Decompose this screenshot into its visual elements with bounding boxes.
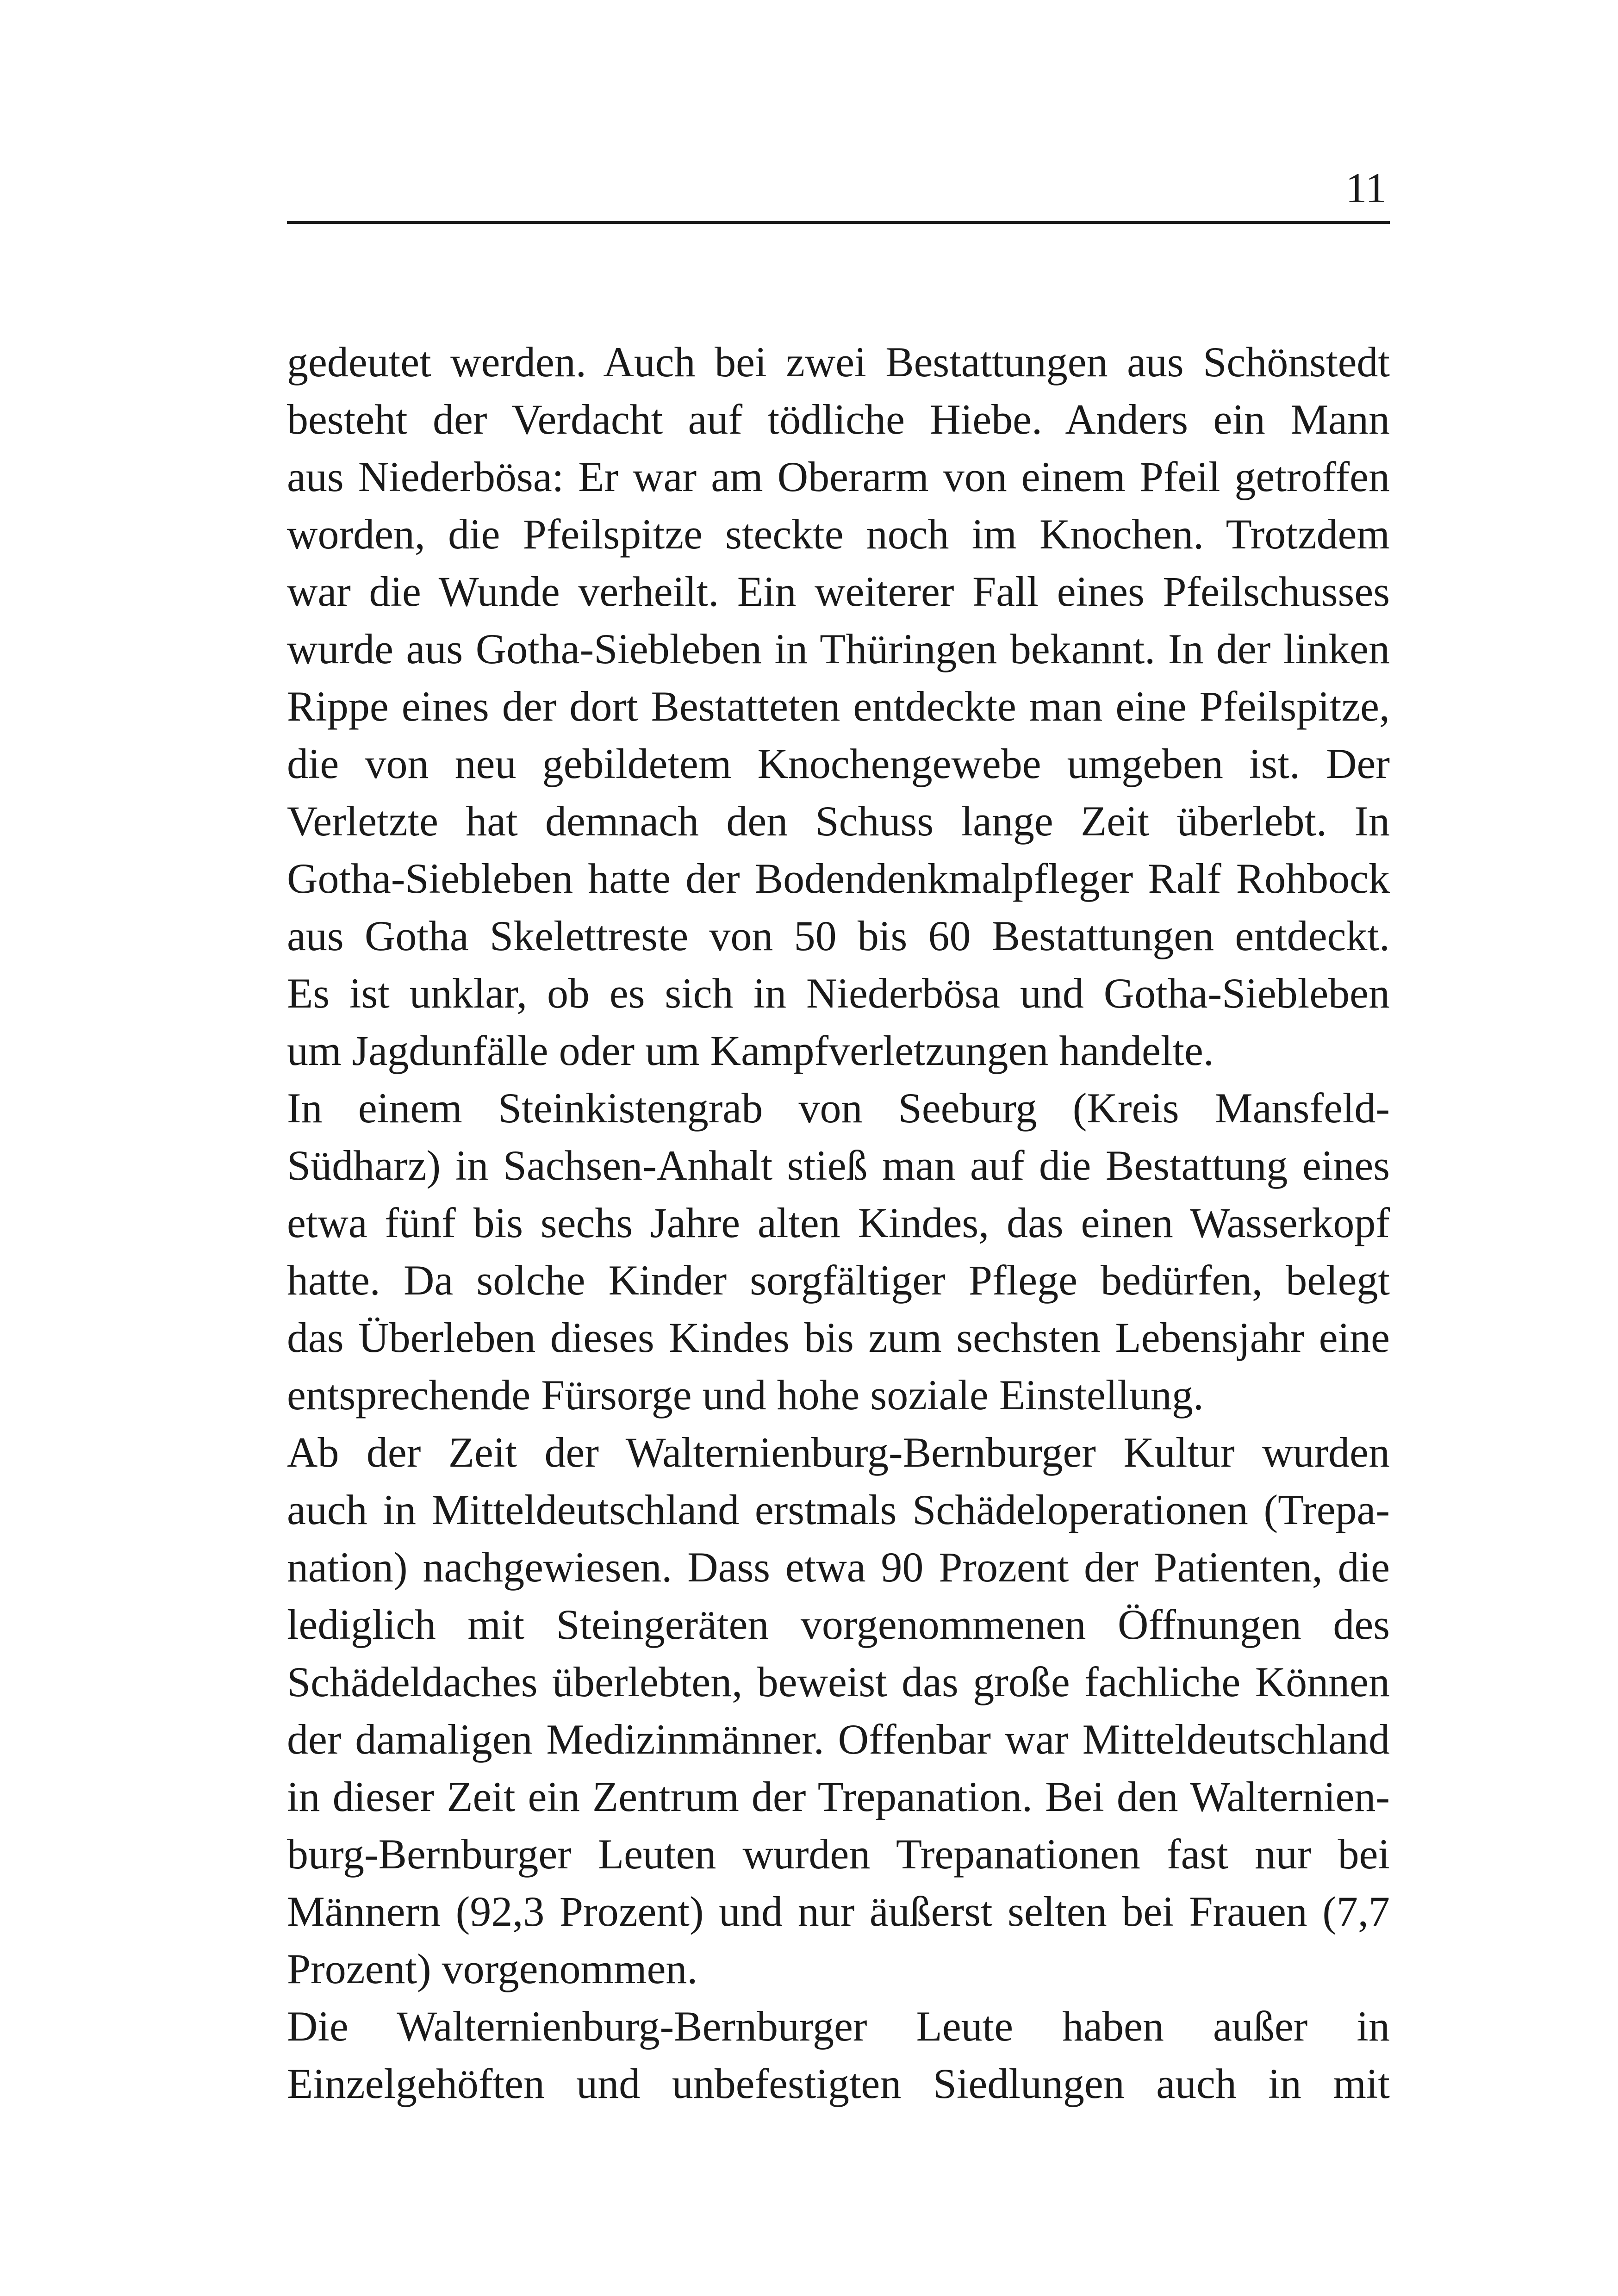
text-line: Prozent) vorgenommen. bbox=[287, 1945, 698, 1992]
text-line: lediglich mit Steingeräten vorgenommenen Öffnungen des bbox=[287, 1601, 1390, 1648]
text-line: Rippe eines der dort Bestatteten entdeckte man eine Pfeilspitze, bbox=[287, 683, 1390, 730]
text-line: auch in Mitteldeutschland erstmals Schädeloperationen (Trepa- bbox=[287, 1486, 1390, 1533]
paragraph bbox=[287, 1079, 1390, 1424]
text-line: worden, die Pfeilspitze steckte noch im Knochen. Trotzdem bbox=[287, 510, 1390, 558]
paragraph bbox=[287, 1997, 1390, 2112]
text-line: Die Walternienburg-Bernburger Leute haben außer in bbox=[287, 2003, 1390, 2050]
text-line: etwa fünf bis sechs Jahre alten Kindes, das einen Wasserkopf bbox=[287, 1199, 1390, 1246]
text-line: wurde aus Gotha-Siebleben in Thüringen bekannt. In der linken bbox=[287, 625, 1390, 672]
text-line: gedeutet werden. Auch bei zwei Bestattungen aus Schönstedt bbox=[287, 338, 1390, 386]
text-line: Südharz) in Sachsen-Anhalt stieß man auf die Bestattung eines bbox=[287, 1142, 1390, 1189]
text-line: aus Gotha Skelettreste von 50 bis 60 Bestattungen entdeckt. bbox=[287, 912, 1390, 959]
text-line: aus Niederbösa: Er war am Oberarm von einem Pfeil getroffen bbox=[287, 453, 1390, 500]
paragraph bbox=[287, 1424, 1390, 1997]
text-line: Männern (92,3 Prozent) und nur äußerst selten bei Frauen (7,7 bbox=[287, 1888, 1390, 1935]
text-line: in dieser Zeit ein Zentrum der Trepanation. Bei den Walternien- bbox=[287, 1773, 1390, 1820]
paragraph bbox=[287, 333, 1390, 1079]
text-line: In einem Steinkistengrab von Seeburg (Kreis Mansfeld- bbox=[287, 1084, 1390, 1132]
text-line: Verletzte hat demnach den Schuss lange Zeit überlebt. In bbox=[287, 797, 1390, 845]
text-line: der damaligen Medizinmänner. Offenbar war Mitteldeutschland bbox=[287, 1716, 1390, 1763]
text-line: hatte. Da solche Kinder sorgfältiger Pflege bedürfen, belegt bbox=[287, 1257, 1390, 1304]
text-line: Einzelgehöften und unbefestigten Siedlungen auch in mit bbox=[287, 2060, 1390, 2107]
text-line: Gotha-Siebleben hatte der Bodendenkmalpfleger Ralf Rohbock bbox=[287, 855, 1390, 902]
header-rule bbox=[287, 221, 1390, 224]
text-line: entsprechende Fürsorge und hohe soziale Einstellung. bbox=[287, 1371, 1204, 1419]
body-text bbox=[287, 333, 1390, 2112]
text-line: die von neu gebildetem Knochengewebe umgeben ist. Der bbox=[287, 740, 1390, 787]
text-line: Es ist unklar, ob es sich in Niederbösa und Gotha-Siebleben bbox=[287, 970, 1390, 1017]
text-line: das Überleben dieses Kindes bis zum sechsten Lebensjahr eine bbox=[287, 1314, 1390, 1361]
text-line: Ab der Zeit der Walternienburg-Bernburger Kultur wurden bbox=[287, 1429, 1390, 1476]
text-line: nation) nachgewiesen. Dass etwa 90 Prozent der Patienten, die bbox=[287, 1543, 1390, 1591]
text-line: um Jagdunfälle oder um Kampfverletzungen handelte. bbox=[287, 1027, 1214, 1074]
text-line: burg-Bernburger Leuten wurden Trepanationen fast nur bei bbox=[287, 1830, 1390, 1878]
text-line: besteht der Verdacht auf tödliche Hiebe. Anders ein Mann bbox=[287, 396, 1390, 443]
text-line: Schädeldaches überlebten, beweist das große fachliche Können bbox=[287, 1658, 1390, 1705]
text-line: war die Wunde verheilt. Ein weiterer Fall eines Pfeilschusses bbox=[287, 568, 1390, 615]
page-number: 11 bbox=[1345, 164, 1387, 212]
